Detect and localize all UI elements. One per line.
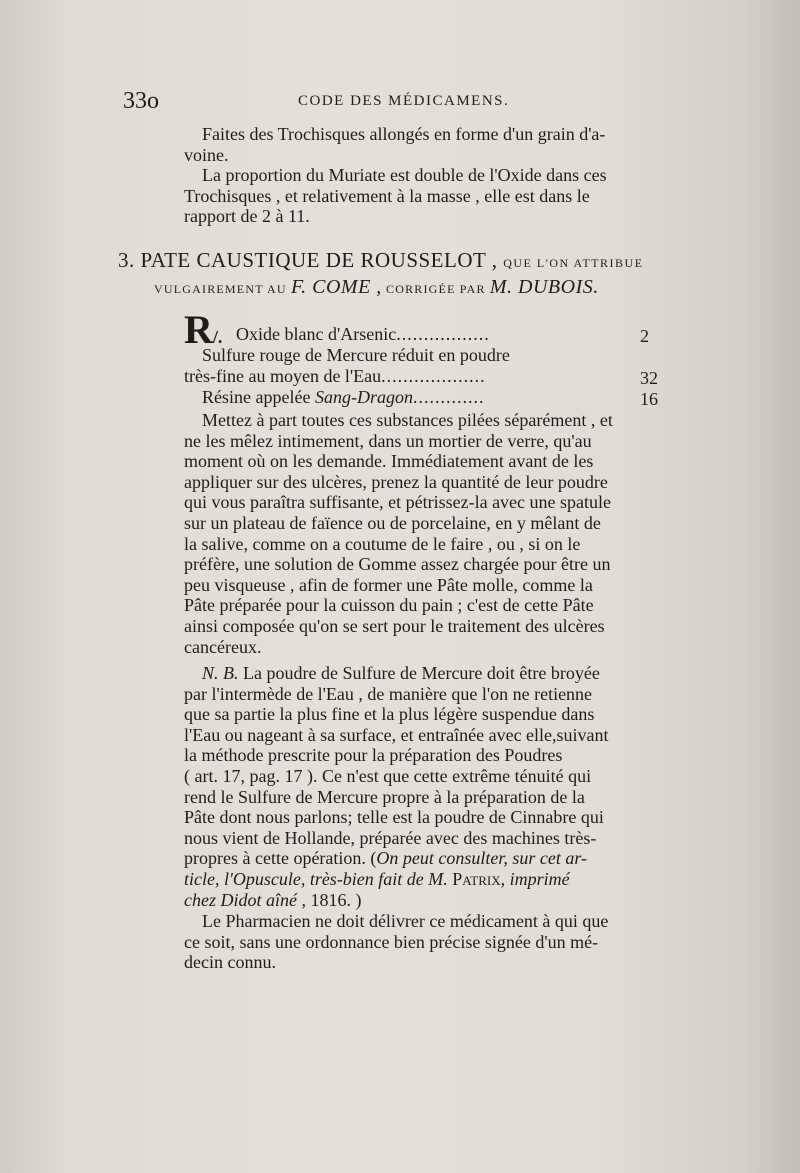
text-line: que sa partie la plus fine et la plus légère suspendue dans xyxy=(184,704,595,725)
text-line: Pâte préparée pour la cuisson du pain ; c'est de cette Pâte xyxy=(184,595,594,616)
ingredient-quantity: 2 xyxy=(640,326,649,346)
text-line: rend le Sulfure de Mercure propre à la préparation de la xyxy=(184,786,585,807)
text-line: appliquer sur des ulcères, prenez la quantité de leur poudre xyxy=(184,471,608,492)
text-line: ce soit, sans une ordonnance bien précise signée d'un mé- xyxy=(184,931,599,952)
text-line: propres à cette opération. (On peut consulter, sur cet ar- xyxy=(184,848,588,869)
heading-name: F. COME , xyxy=(290,276,382,298)
text-line: Faites des Trochisques allongés en forme d'un grain d'a- xyxy=(202,124,606,144)
text-line: sur un plateau de faïence ou de porcelaine, en y mêlant de xyxy=(184,512,601,533)
text-line: Le Pharmacien ne doit délivrer ce médicament à qui que xyxy=(202,911,609,931)
ingredient-line: Oxide blanc d'Arsenic................. xyxy=(236,324,490,344)
heading-smallcaps: QUE L'ON ATTRIBUE xyxy=(503,256,644,270)
intro-paragraph xyxy=(0,124,800,227)
heading-line-2 xyxy=(154,276,599,299)
ingredient-line: Résine appelée Sang-Dragon............. xyxy=(202,387,485,407)
text-line: ne les mêlez intimement, dans un mortier de verre, qu'au xyxy=(184,430,592,451)
text-line: Pâte dont nous parlons; telle est la poudre de Cinnabre qui xyxy=(184,807,604,828)
recipe-symbol: R/. xyxy=(184,307,223,352)
heading-title: 3. PATE CAUSTIQUE DE ROUSSELOT , xyxy=(118,248,498,272)
running-header xyxy=(0,88,800,118)
ingredient-line: très-fine au moyen de l'Eau................... xyxy=(184,366,486,386)
text-line: moment où on les demande. Immédiatement avant de les xyxy=(184,451,594,472)
heading-smallcaps: CORRIGÉE PAR xyxy=(386,282,486,296)
text-line: la méthode prescrite pour la préparation des Poudres xyxy=(184,745,563,766)
text-line: qui vous paraîtra suffisante, et pétrissez-la avec une spatule xyxy=(184,492,612,513)
text-line: préfère, une solution de Gomme assez chargée pour être un xyxy=(184,554,611,575)
page-number: 33o xyxy=(123,88,159,114)
text-line: ticle, l'Opuscule, très-bien fait de M. Patrix, imprimé xyxy=(184,868,570,889)
running-title: CODE DES MÉDICAMENS. xyxy=(298,93,510,109)
text-line: l'Eau ou nageant à sa surface, et entraînée avec elle,suivant xyxy=(184,724,609,745)
text-line: Mettez à part toutes ces substances pilées séparément , et xyxy=(202,410,613,430)
text-line: chez Didot aîné , 1816. ) xyxy=(184,889,362,910)
text-line: par l'intermède de l'Eau , de manière que l'on ne retienne xyxy=(184,683,593,704)
text-line: nous vient de Hollande, préparée avec des machines très- xyxy=(184,827,597,848)
paragraph-preparation xyxy=(0,410,800,657)
text-line: la salive, comme on a coutume de le faire , ou , si on le xyxy=(184,533,581,554)
ingredient-quantity: 16 xyxy=(640,389,658,409)
text-line: rapport de 2 à 11. xyxy=(184,206,310,227)
paragraph-nota-bene xyxy=(0,663,800,910)
text-line: La proportion du Muriate est double de l'Oxide dans ces xyxy=(202,165,607,186)
heading-line-1 xyxy=(118,248,644,273)
paragraph-dispensing xyxy=(0,911,800,973)
text-line: cancéreux. xyxy=(184,636,262,657)
text-line: ( art. 17, pag. 17 ). Ce n'est que cette extrême ténuité qui xyxy=(184,765,592,786)
nb-label: N. B. xyxy=(202,663,239,683)
text-line: Trochisques , et relativement à la masse , elle est dans le xyxy=(184,185,590,206)
text-line: voine. xyxy=(184,144,229,165)
ingredient-quantity: 32 xyxy=(640,368,658,388)
text-line: decin connu. xyxy=(184,952,276,973)
text-line: N. B. La poudre de Sulfure de Mercure doit être broyée xyxy=(202,663,600,683)
heading-name: M. DUBOIS. xyxy=(489,276,599,298)
heading-smallcaps: VULGAIREMENT AU xyxy=(154,282,287,296)
text-line: ainsi composée qu'on se sert pour le traitement des ulcères xyxy=(184,615,605,636)
text-line: peu visqueuse , afin de former une Pâte molle, comme la xyxy=(184,574,593,595)
ingredient-line: Sulfure rouge de Mercure réduit en poudre xyxy=(202,345,510,365)
